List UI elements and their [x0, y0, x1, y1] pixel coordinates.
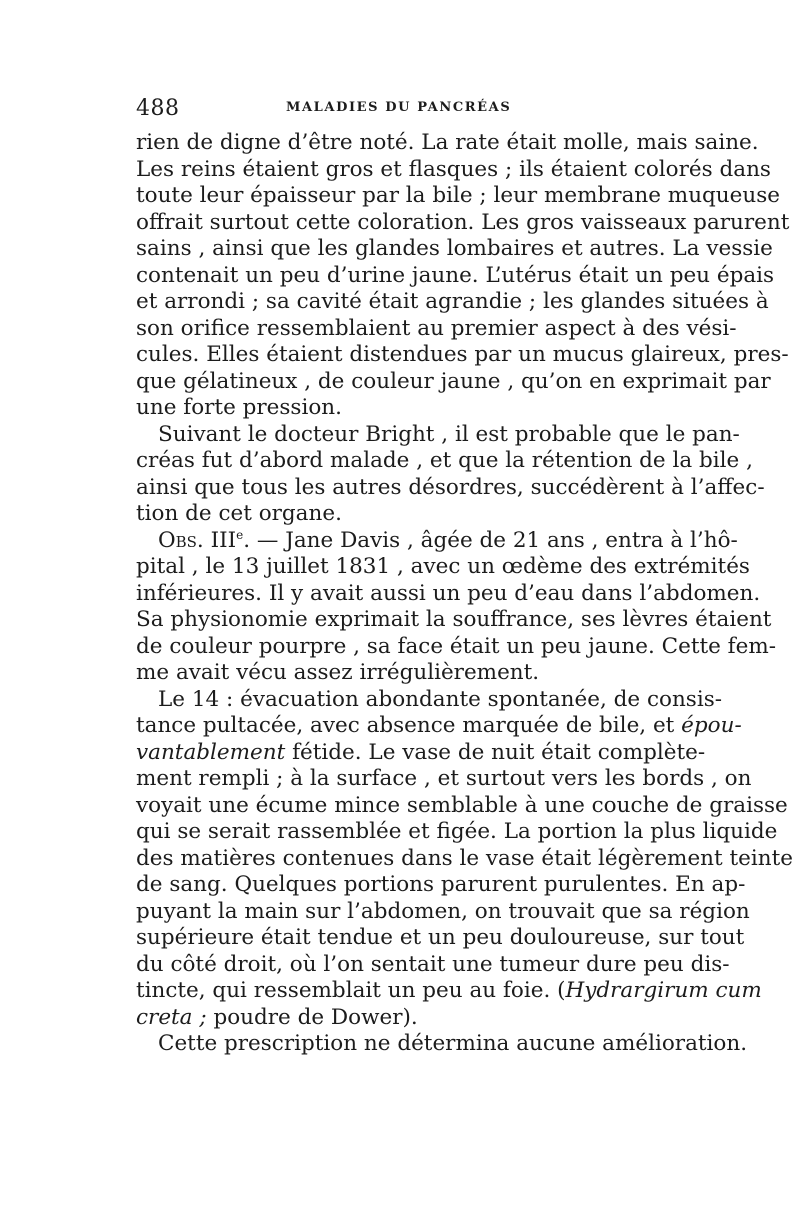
text-line-with-italic [136, 739, 706, 767]
text-line: ment rempli ; à la surface , et surtout vers les bords , on [136, 766, 752, 791]
text-line: pital , le 13 juillet 1831 , avec un œdème des extrémités [136, 554, 750, 579]
text-line: du côté droit, où l’on sentait une tumeur dure peu dis- [136, 951, 730, 977]
text-line: toute leur épaisseur par la bile ; leur membrane muqueuse [136, 183, 780, 208]
text-line: supérieure était tendue et un peu douloureuse, sur tout [136, 925, 745, 950]
text-fragment: poudre de Dower). [213, 1004, 418, 1030]
text-line: sains , ainsi que les glandes lombaires et autres. La vessie [136, 236, 773, 261]
text-line-with-italic [136, 713, 742, 740]
obs-abbreviation: Obs. [158, 527, 204, 553]
text-line: que gélatineux , de couleur jaune , qu’on en exprimait par [136, 368, 771, 394]
text-line-with-italic [136, 1005, 670, 1032]
text-line: rien de digne d’être noté. La rate était molle, mais saine. [136, 130, 759, 155]
text-line: puyant la main sur l’abdomen, on trouvait que sa région [136, 898, 750, 924]
italic-word: vantablement [136, 739, 286, 765]
obs-numeral: III [210, 527, 237, 553]
text-line: — Jane Davis , âgée de 21 ans , entra à l’hô- [256, 527, 738, 553]
text-line: une forte pression. [136, 395, 342, 420]
body-text [136, 130, 793, 1058]
text-line: ainsi que tous les autres désordres, succédèrent à l’affec- [136, 474, 765, 500]
running-head: MALADIES DU PANCRÉAS [286, 100, 512, 115]
text-line: de sang. Quelques portions parurent purulentes. En ap- [136, 872, 746, 897]
text-line: de couleur pourpre , sa face était un peu jaune. Cette fem- [136, 633, 777, 659]
text-fragment: fétide. Le vase de nuit était complète- [292, 739, 706, 765]
observation-line [136, 527, 738, 555]
text-line: des matières contenues dans le vase était légèrement teinte [136, 845, 793, 871]
text-line: Les reins étaient gros et flasques ; ils étaient colorés dans [136, 156, 771, 182]
italic-latin: creta ; [136, 1004, 207, 1030]
text-line: Sa physionomie exprimait la souffrance, ses lèvres étaient [136, 607, 772, 632]
text-line: tion de cet organe. [136, 501, 342, 526]
obs-suffix: e [236, 527, 244, 542]
text-fragment: tance pultacée, avec absence marquée de bile, et [136, 713, 675, 738]
page-number: 488 [136, 96, 180, 121]
italic-latin: Hydrargirum cum [565, 978, 762, 1003]
text-line: qui se serait rassemblée et figée. La portion la plus liquide [136, 819, 778, 844]
text-line: offrait surtout cette coloration. Les gros vaisseaux parurent [136, 209, 790, 235]
text-line: son orifice ressemblaient au premier aspect à des vési- [136, 315, 737, 341]
page-header [136, 92, 670, 122]
italic-word: épou- [681, 713, 742, 738]
text-line: voyait une écume mince semblable à une couche de graisse [136, 792, 788, 818]
obs-period: . [243, 527, 251, 553]
text-line: me avait vécu assez irrégulièrement. [136, 660, 540, 685]
text-line: Suivant le docteur Bright , il est probable que le pan- [158, 421, 740, 447]
text-line: contenait un peu d’urine jaune. L’utérus était un peu épais [136, 262, 775, 288]
text-line: créas fut d’abord malade , et que la rétention de la bile , [136, 448, 753, 473]
text-line: et arrondi ; sa cavité était agrandie ; les glandes situées à [136, 289, 769, 314]
text-line: Cette prescription ne détermina aucune amélioration. [158, 1031, 748, 1056]
text-line: cules. Elles étaient distendues par un mucus glaireux, pres- [136, 342, 789, 367]
text-line: Le 14 : évacuation abondante spontanée, de consis- [158, 686, 723, 712]
text-line-with-italic [136, 978, 762, 1005]
text-line: inférieures. Il y avait aussi un peu d’eau dans l’abdomen. [136, 580, 761, 606]
text-fragment: tincte, qui ressemblait un peu au foie. ( [136, 978, 566, 1003]
